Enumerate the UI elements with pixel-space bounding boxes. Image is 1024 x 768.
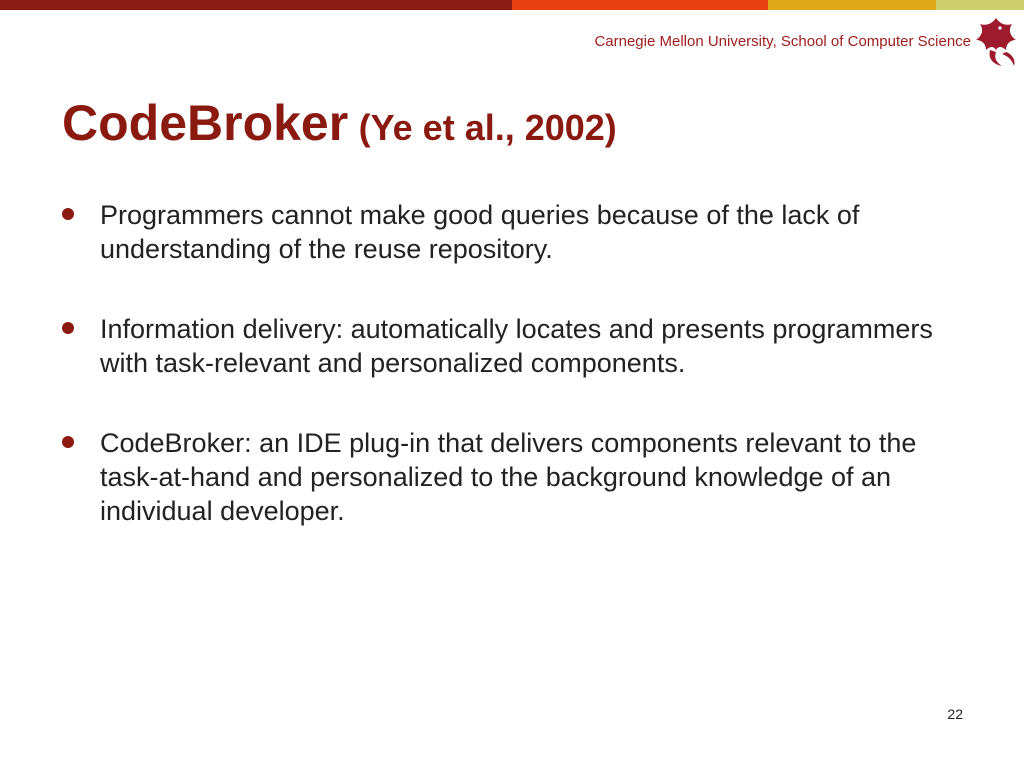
bullet-item [62, 426, 982, 528]
title-citation: (Ye et al., 2002) [358, 107, 617, 148]
color-bar-segment [768, 0, 936, 10]
bullet-dot-icon [62, 436, 74, 448]
bullet-text: Programmers cannot make good queries because of the lack of understanding of the reuse repository. [100, 200, 860, 264]
bullet-dot-icon [62, 208, 74, 220]
page-number: 22 [947, 706, 963, 722]
color-bar-segment [512, 0, 768, 10]
bullet-text: CodeBroker: an IDE plug-in that delivers components relevant to the task-at-hand and personalized to the background knowledge of an individual developer. [100, 428, 917, 526]
color-bar-segment [936, 0, 1024, 10]
bullet-item [62, 198, 982, 266]
dragon-logo-icon [972, 14, 1020, 70]
bullet-list [62, 198, 982, 574]
bullet-item [62, 312, 982, 380]
slide-title [62, 94, 617, 152]
title-main: CodeBroker [62, 95, 349, 151]
institution-header: Carnegie Mellon University, School of Computer Science [594, 33, 971, 50]
color-bar-segment [0, 0, 512, 10]
bullet-dot-icon [62, 322, 74, 334]
top-color-bar [0, 0, 1024, 10]
bullet-text: Information delivery: automatically locates and presents programmers with task-relevant and personalized components. [100, 314, 933, 378]
